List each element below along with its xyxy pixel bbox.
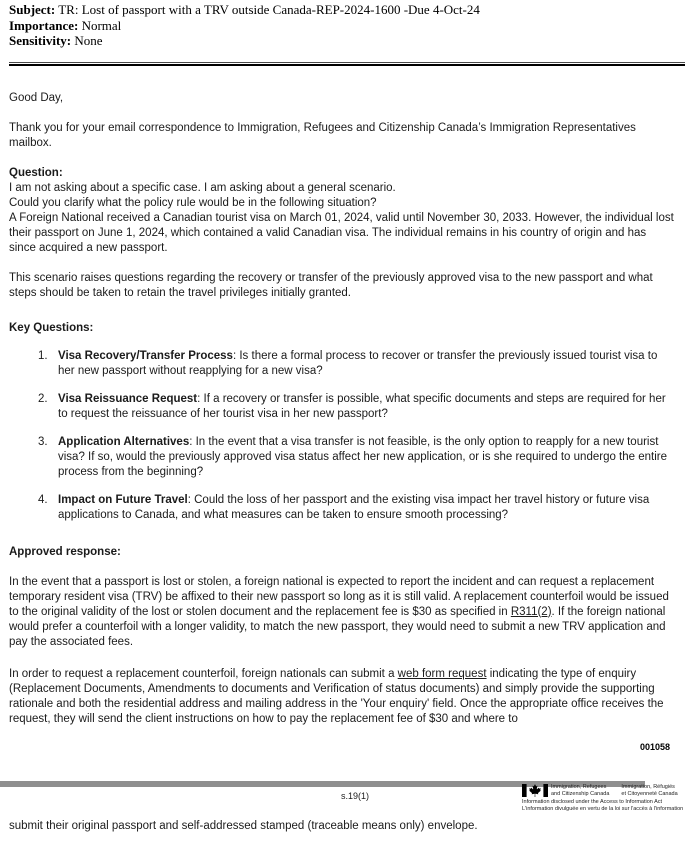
government-logo bbox=[522, 784, 694, 813]
paragraph-text: indicating the type of enquiry (Replacement Documents, Amendments to documents and Verification of status documents) and simply provide the supporting rationale and both the residential address and mailing address in the 'Your enquiry' field. Once the appropriate office receives the request, they will send the client instructions on how to pay the replacement fee of $30 and where to bbox=[9, 667, 664, 725]
continuation-line: submit their original passport and self-addressed stamped (traceable means only) envelope. bbox=[9, 820, 478, 832]
question-block bbox=[9, 166, 674, 256]
list-number: 1. bbox=[38, 349, 48, 362]
logo-line: et Citoyenneté Canada bbox=[621, 790, 678, 797]
web-form-request-link[interactable]: web form request bbox=[397, 667, 487, 680]
header-separator bbox=[9, 62, 685, 66]
logo-row bbox=[522, 784, 694, 797]
list-label: Visa Recovery/Transfer Process bbox=[58, 349, 233, 362]
list-label: Application Alternatives bbox=[58, 435, 190, 448]
logo-line: Immigration, Refugees bbox=[551, 784, 607, 790]
list-item bbox=[9, 392, 674, 422]
importance-value: Normal bbox=[81, 17, 122, 33]
list-item bbox=[9, 435, 674, 480]
paragraph-text: In the event that a passport is lost or stolen, a foreign national is expected to report the incident and can request a replacement temporary resident visa (TRV) be affixed to their new passport so long as it is still valid. A replacement counterfoil would be issued to the original validity of the lost or stolen document and the replacement fee is $30 as specified in bbox=[9, 575, 669, 618]
list-text: : Is there a formal process to recover or transfer the previously issued tourist visa to her new passport without reapplying for a new visa? bbox=[58, 349, 658, 377]
r311-link[interactable]: R311(2) bbox=[510, 605, 552, 618]
question-line: I am not asking about a specific case. I am asking about a general scenario. bbox=[9, 181, 396, 194]
question-line: A Foreign National received a Canadian tourist visa on March 01, 2024, valid until November 30, 2033. However, the individual lost their passport on June 1, 2024, which contained a valid Canadian visa. The individual remains in his country of origin and has since acquired a new passport. bbox=[9, 211, 674, 254]
question-heading: Question: bbox=[9, 166, 63, 179]
ati-notice-en: Information disclosed under the Access to Information Act bbox=[522, 799, 663, 805]
list-item bbox=[9, 493, 674, 523]
logo-line: Immigration, Réfugiés bbox=[621, 784, 675, 790]
ati-notice-fr: L'information divulguée en vertu de la loi sur l'accès à l'information bbox=[522, 806, 684, 812]
logo-text-fr bbox=[621, 784, 677, 797]
page-number: 001058 bbox=[639, 741, 670, 752]
response-paragraph-2 bbox=[9, 667, 674, 727]
list-text: : In the event that a visa transfer is not feasible, is the only option to reapply for a new tourist visa? If so, would the previously approved visa status affect her new application, or is she required to undergo the entire process from the beginning? bbox=[58, 435, 668, 478]
sensitivity-row bbox=[9, 33, 680, 49]
paragraph-text: In order to request a replacement counterfoil, foreign nationals can submit a bbox=[9, 667, 398, 680]
sensitivity-value: None bbox=[74, 33, 103, 48]
key-questions-heading: Key Questions: bbox=[9, 321, 94, 334]
subject-row bbox=[9, 2, 680, 18]
list-item bbox=[9, 349, 674, 379]
importance-label: Importance: bbox=[9, 17, 79, 33]
response-paragraph-1 bbox=[9, 575, 674, 650]
greeting: Good Day, bbox=[9, 91, 64, 104]
key-questions-list bbox=[9, 349, 674, 523]
canada-flag-icon bbox=[522, 784, 548, 797]
list-number: 2. bbox=[38, 392, 48, 405]
subject-label: Subject: bbox=[9, 2, 56, 17]
email-header bbox=[0, 0, 694, 49]
redaction-code: s.19(1) bbox=[340, 791, 369, 801]
list-text: : Could the loss of her passport and the existing visa impact her travel history or future visa applications to Canada, and what measures can be taken to ensure smooth processing? bbox=[58, 493, 650, 521]
subject-value: TR: Lost of passport with a TRV outside Canada-REP-2024-1600 -Due 4-Oct-24 bbox=[58, 2, 480, 17]
question-line: Could you clarify what the policy rule would be in the following situation? bbox=[9, 196, 377, 209]
scenario-paragraph: This scenario raises questions regarding the recovery or transfer of the previously approved visa to the new passport and what steps should be taken to retain the travel privileges initially granted. bbox=[9, 271, 653, 299]
approved-response-heading: Approved response: bbox=[9, 545, 121, 558]
logo-text-en bbox=[551, 784, 609, 797]
sensitivity-label: Sensitivity: bbox=[9, 33, 72, 48]
intro-paragraph: Thank you for your email correspondence to Immigration, Refugees and Citizenship Canada’s Immigration Representatives mailbox. bbox=[9, 121, 636, 149]
paragraph-text: . If the foreign national would prefer a counterfoil with a longer validity, to match the new passport, they would need to submit a new TRV application and pay the associated fees. bbox=[9, 605, 666, 648]
list-number: 3. bbox=[38, 435, 48, 448]
list-text: : If a recovery or transfer is possible, what specific documents and steps are required for her to request the reissuance of her tourist visa in her new passport? bbox=[58, 392, 666, 420]
list-label: Impact on Future Travel bbox=[58, 493, 188, 506]
list-number: 4. bbox=[38, 493, 48, 506]
importance-row bbox=[9, 18, 680, 34]
logo-line: and Citizenship Canada bbox=[551, 790, 610, 797]
email-body bbox=[0, 91, 694, 755]
list-label: Visa Reissuance Request bbox=[58, 392, 198, 405]
